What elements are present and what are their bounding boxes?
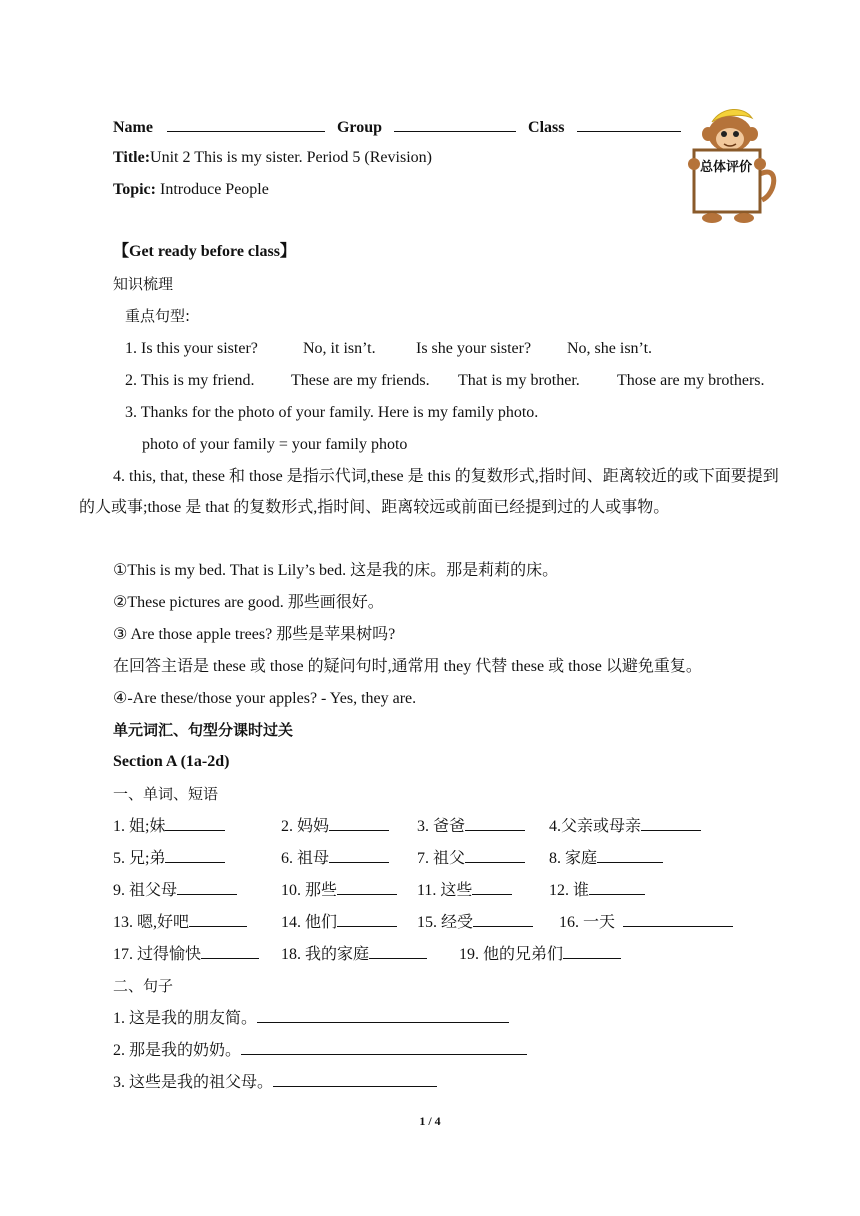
example-4: ④-Are these/those your apples? - Yes, they are. xyxy=(113,690,417,707)
class-blank[interactable] xyxy=(577,117,681,132)
vocab-prompt: 4.父亲或母亲 xyxy=(549,818,642,835)
pattern-text: No, it isn’t. xyxy=(303,340,376,357)
vocab-prompt: 2. 妈妈 xyxy=(281,818,330,835)
vocab-blank[interactable] xyxy=(165,816,225,831)
topic-label: Topic: xyxy=(113,181,156,198)
group-blank[interactable] xyxy=(394,117,516,132)
point-4-paragraph xyxy=(79,461,783,523)
vocab-prompt: 19. 他的兄弟们 xyxy=(459,946,564,963)
vocab-prompt: 1. 姐;妹 xyxy=(113,818,166,835)
key-patterns-label: 重点句型: xyxy=(125,307,191,325)
sentence-3 xyxy=(113,1072,437,1093)
vocab-blank[interactable] xyxy=(329,848,389,863)
pattern-row-2 xyxy=(125,371,765,391)
vocab-blank[interactable] xyxy=(589,880,645,895)
vocab-blank[interactable] xyxy=(369,944,427,959)
pattern-row-3: 3. Thanks for the photo of your family. Here is my family photo. xyxy=(125,404,539,421)
part-2-title: 二、句子 xyxy=(113,977,174,995)
header-fields xyxy=(113,117,681,138)
vocab-prompt: 18. 我的家庭 xyxy=(281,946,370,963)
group-label: Group xyxy=(336,119,383,136)
page-number: 1 / 4 xyxy=(419,1114,441,1128)
usage-note: 在回答主语是 these 或 those 的疑问句时,通常用 they 代替 these 或 those 以避免重复。 xyxy=(113,658,702,675)
pattern-3-extra: photo of your family = your family photo xyxy=(142,436,408,453)
vocab-prompt: 16. 一天 xyxy=(559,914,616,931)
vocab-blank[interactable] xyxy=(177,880,237,895)
title-label: Title: xyxy=(113,149,151,166)
pattern-text: No, she isn’t. xyxy=(567,340,653,357)
vocab-blank[interactable] xyxy=(329,816,389,831)
vocab-blank[interactable] xyxy=(189,912,247,927)
vocab-blank[interactable] xyxy=(623,912,733,927)
example-2: ②These pictures are good. 那些画很好。 xyxy=(113,594,384,611)
vocab-prompt: 8. 家庭 xyxy=(549,850,598,867)
pattern-text: Is she your sister? xyxy=(416,340,532,357)
name-label: Name xyxy=(113,119,153,136)
sentence-prompt: 1. 这是我的朋友简。 xyxy=(113,1010,258,1027)
class-label: Class xyxy=(528,119,565,136)
sentence-blank[interactable] xyxy=(257,1008,509,1023)
vocab-prompt: 7. 祖父 xyxy=(417,850,466,867)
vocab-blank[interactable] xyxy=(597,848,663,863)
vocab-blank[interactable] xyxy=(473,912,533,927)
vocab-blank[interactable] xyxy=(337,880,397,895)
vocab-prompt: 3. 爸爸 xyxy=(417,818,466,835)
vocab-blank[interactable] xyxy=(465,848,525,863)
pattern-row-1 xyxy=(125,339,653,359)
pattern-text: That is my brother. xyxy=(458,372,580,389)
pattern-text: These are my friends. xyxy=(291,372,430,389)
vocab-blank[interactable] xyxy=(641,816,701,831)
vocab-prompt: 9. 祖父母 xyxy=(113,882,178,899)
pattern-text: 1. Is this your sister? xyxy=(125,340,258,357)
name-blank[interactable] xyxy=(167,117,325,132)
sentence-1 xyxy=(113,1008,509,1029)
vocab-prompt: 14. 他们 xyxy=(281,914,338,931)
vocab-blank[interactable] xyxy=(563,944,621,959)
vocab-blank[interactable] xyxy=(165,848,225,863)
vocab-blank[interactable] xyxy=(472,880,512,895)
vocab-prompt: 5. 兄;弟 xyxy=(113,850,166,867)
vocab-prompt: 10. 那些 xyxy=(281,882,338,899)
sentence-blank[interactable] xyxy=(273,1072,437,1087)
section-heading-ready: 【Get ready before class】 xyxy=(113,243,296,260)
point-4-text: 4. this, that, these 和 those 是指示代词,these 是 this 的复数形式,指时间、距离较近的或下面要提到的人或事;those 是 that 的复数形式,指时间、距离较远或前面已经提到过的人或事物。 xyxy=(79,468,779,516)
sentence-prompt: 2. 那是我的奶奶。 xyxy=(113,1042,242,1059)
title-line xyxy=(113,148,432,168)
unit-heading: 单元词汇、句型分课时过关 xyxy=(113,721,294,739)
vocab-prompt: 12. 谁 xyxy=(549,882,590,899)
sentence-prompt: 3. 这些是我的祖父母。 xyxy=(113,1074,274,1091)
example-3: ③ Are those apple trees? 那些是苹果树吗? xyxy=(113,626,396,643)
title-value: Unit 2 This is my sister. Period 5 (Revision) xyxy=(150,149,432,166)
vocab-blank[interactable] xyxy=(465,816,525,831)
badge-text: 总体评价 xyxy=(700,160,753,175)
vocab-prompt: 11. 这些 xyxy=(417,882,473,899)
example-1: ①This is my bed. That is Lily’s bed. 这是我的床。那是莉莉的床。 xyxy=(113,562,559,579)
section-a-heading: Section A (1a-2d) xyxy=(113,753,230,770)
vocab-prompt: 6. 祖母 xyxy=(281,850,330,867)
topic-value: Introduce People xyxy=(159,181,269,198)
vocab-blank[interactable] xyxy=(201,944,259,959)
vocab-prompt: 13. 嗯,好吧 xyxy=(113,914,190,931)
sentence-2 xyxy=(113,1040,527,1061)
knowledge-review-label: 知识梳理 xyxy=(113,275,174,293)
vocab-prompt: 17. 过得愉快 xyxy=(113,946,202,963)
sentence-blank[interactable] xyxy=(241,1040,527,1055)
part-1-title: 一、单词、短语 xyxy=(113,785,219,803)
vocab-blank[interactable] xyxy=(337,912,397,927)
pattern-text: 2. This is my friend. xyxy=(125,372,255,389)
topic-line xyxy=(113,180,269,200)
vocab-prompt: 15. 经受 xyxy=(417,914,474,931)
pattern-text: Those are my brothers. xyxy=(617,372,765,389)
